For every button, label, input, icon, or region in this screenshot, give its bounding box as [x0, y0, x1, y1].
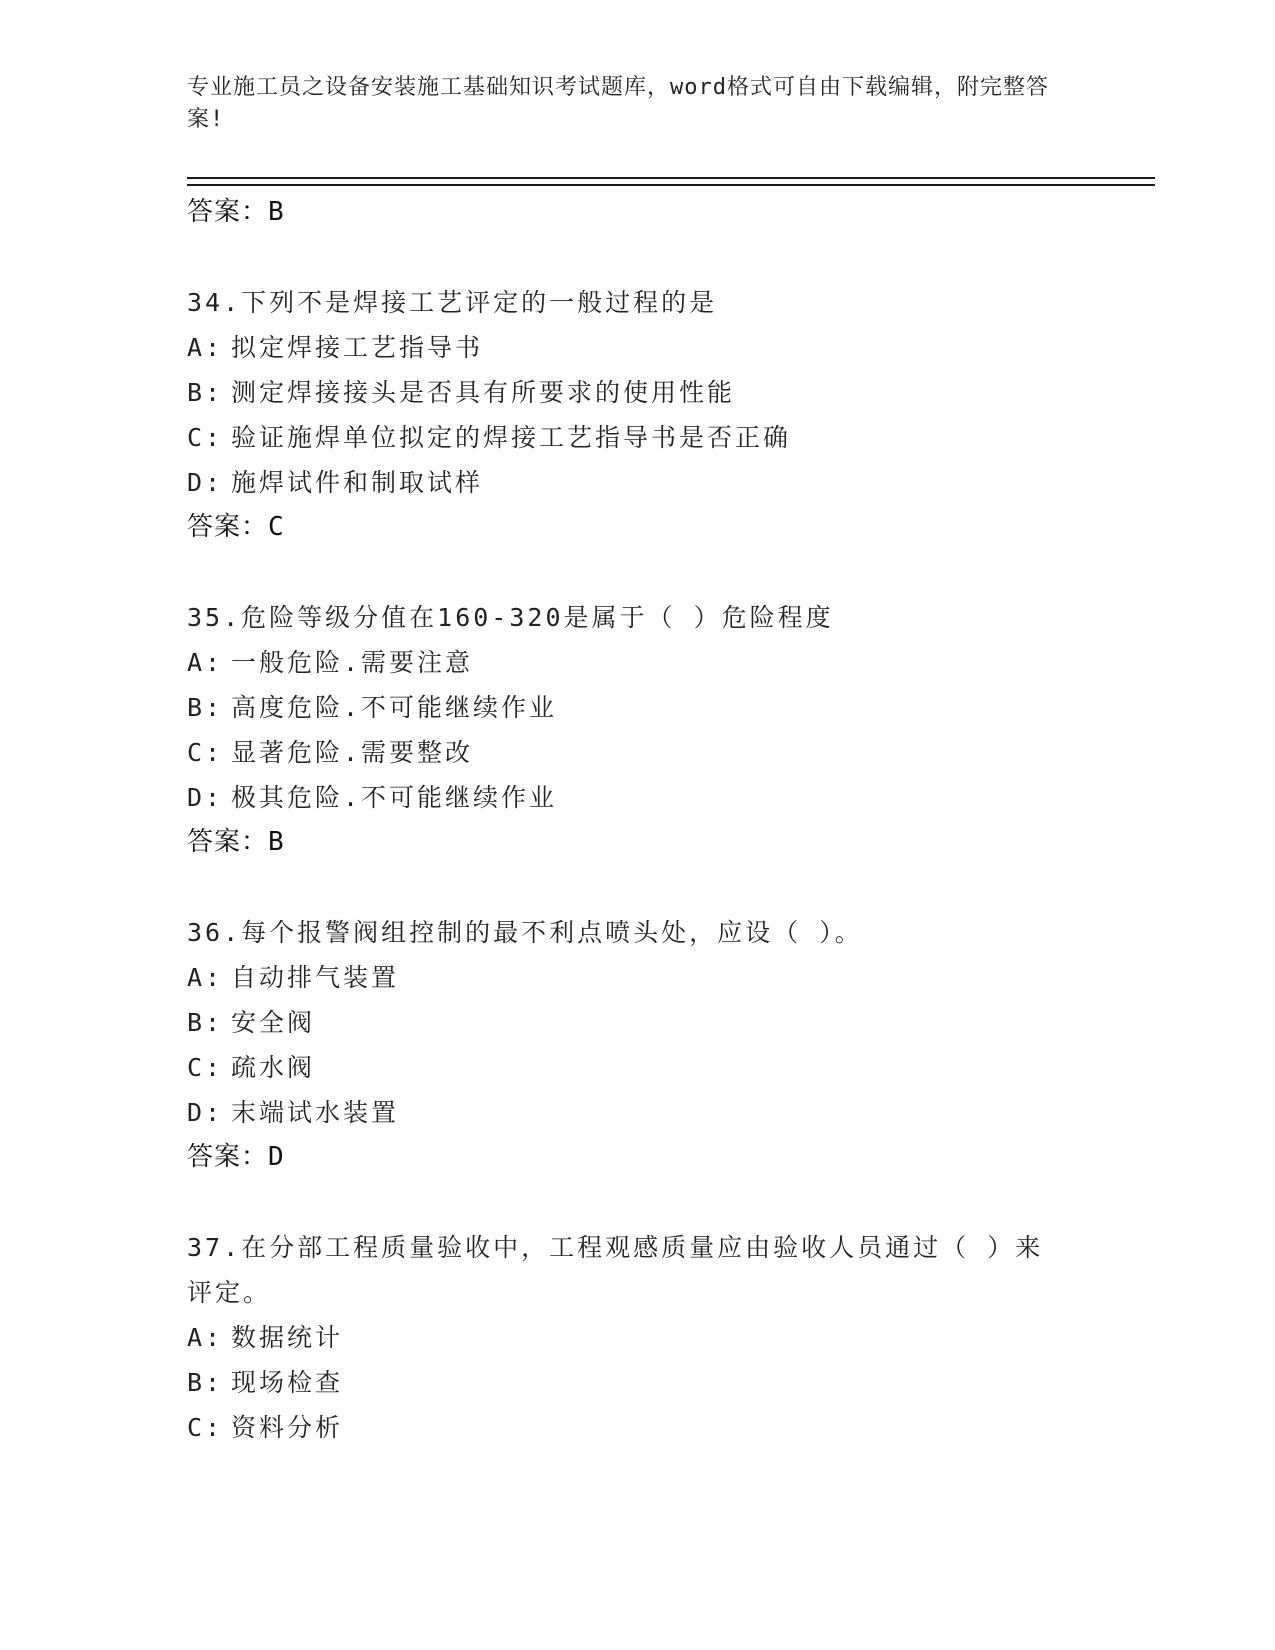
option-key: B:: [187, 1368, 224, 1397]
option-text: 测定焊接接头是否具有所要求的使用性能: [231, 378, 736, 407]
option-text: 极其危险.不可能继续作业: [231, 783, 558, 812]
option-a: [187, 955, 1155, 1000]
answer-label: 答案：: [187, 197, 269, 227]
option-key: A:: [187, 648, 224, 677]
option-d: [187, 775, 1155, 820]
option-c: [187, 1045, 1155, 1090]
option-b: [187, 1000, 1155, 1045]
option-key: D:: [187, 783, 224, 812]
document-header: 专业施工员之设备安装施工基础知识考试题库，word格式可自由下载编辑，附完整答案!: [187, 75, 1049, 132]
answer-label: 答案：: [187, 827, 269, 857]
option-a: [187, 640, 1155, 685]
option-text: 数据统计: [231, 1323, 344, 1352]
option-text: 施焊试件和制取试样: [231, 468, 484, 497]
header-rule-bottom: [187, 184, 1155, 186]
option-text: 现场检查: [231, 1368, 344, 1397]
question-37: [187, 1225, 1155, 1450]
option-d: [187, 1090, 1155, 1135]
option-key: A:: [187, 333, 224, 362]
question-stem: 34.下列不是焊接工艺评定的一般过程的是: [187, 288, 718, 317]
option-a: [187, 325, 1155, 370]
option-c: [187, 1405, 1155, 1450]
option-a: [187, 1315, 1155, 1360]
header-rule-top: [187, 177, 1155, 179]
option-c: [187, 415, 1155, 460]
answer-line: [187, 820, 1155, 864]
option-key: C:: [187, 423, 224, 452]
option-d: [187, 460, 1155, 505]
answer-line: [187, 190, 1155, 234]
option-key: C:: [187, 738, 224, 767]
option-b: [187, 685, 1155, 730]
option-key: B:: [187, 378, 224, 407]
option-text: 资料分析: [231, 1413, 344, 1442]
option-text: 高度危险.不可能继续作业: [231, 693, 558, 722]
option-key: C:: [187, 1053, 224, 1082]
question-stem: 36.每个报警阀组控制的最不利点喷头处，应设（ ）。: [187, 918, 863, 947]
option-text: 疏水阀: [231, 1053, 316, 1082]
option-text: 验证施焊单位拟定的焊接工艺指导书是否正确: [231, 423, 792, 452]
option-b: [187, 1360, 1155, 1405]
answer-value: C: [268, 512, 285, 542]
question-stem: 35.危险等级分值在160-320是属于（ ）危险程度: [187, 603, 834, 632]
question-34: [187, 280, 1155, 549]
option-key: A:: [187, 1323, 224, 1352]
option-key: A:: [187, 963, 224, 992]
answer-label: 答案：: [187, 1142, 269, 1172]
option-key: D:: [187, 1098, 224, 1127]
option-text: 显著危险.需要整改: [231, 738, 474, 767]
option-key: C:: [187, 1413, 224, 1442]
answer-line: [187, 505, 1155, 549]
option-key: B:: [187, 693, 224, 722]
answer-label: 答案：: [187, 512, 269, 542]
option-text: 自动排气装置: [231, 963, 400, 992]
option-key: D:: [187, 468, 224, 497]
option-text: 安全阀: [231, 1008, 316, 1037]
question-35: [187, 595, 1155, 864]
option-c: [187, 730, 1155, 775]
answer-line: [187, 1135, 1155, 1179]
question-stem: 37.在分部工程质量验收中，工程观感质量应由验收人员通过（ ）来评定。: [187, 1233, 1044, 1307]
answer-value: D: [268, 1142, 285, 1172]
question-list: [187, 190, 1155, 1450]
question-36: [187, 910, 1155, 1179]
option-text: 末端试水装置: [231, 1098, 400, 1127]
option-key: B:: [187, 1008, 224, 1037]
answer-value: B: [268, 827, 285, 857]
option-b: [187, 370, 1155, 415]
option-text: 一般危险.需要注意: [231, 648, 474, 677]
answer-value: B: [268, 197, 285, 227]
option-text: 拟定焊接工艺指导书: [231, 333, 484, 362]
